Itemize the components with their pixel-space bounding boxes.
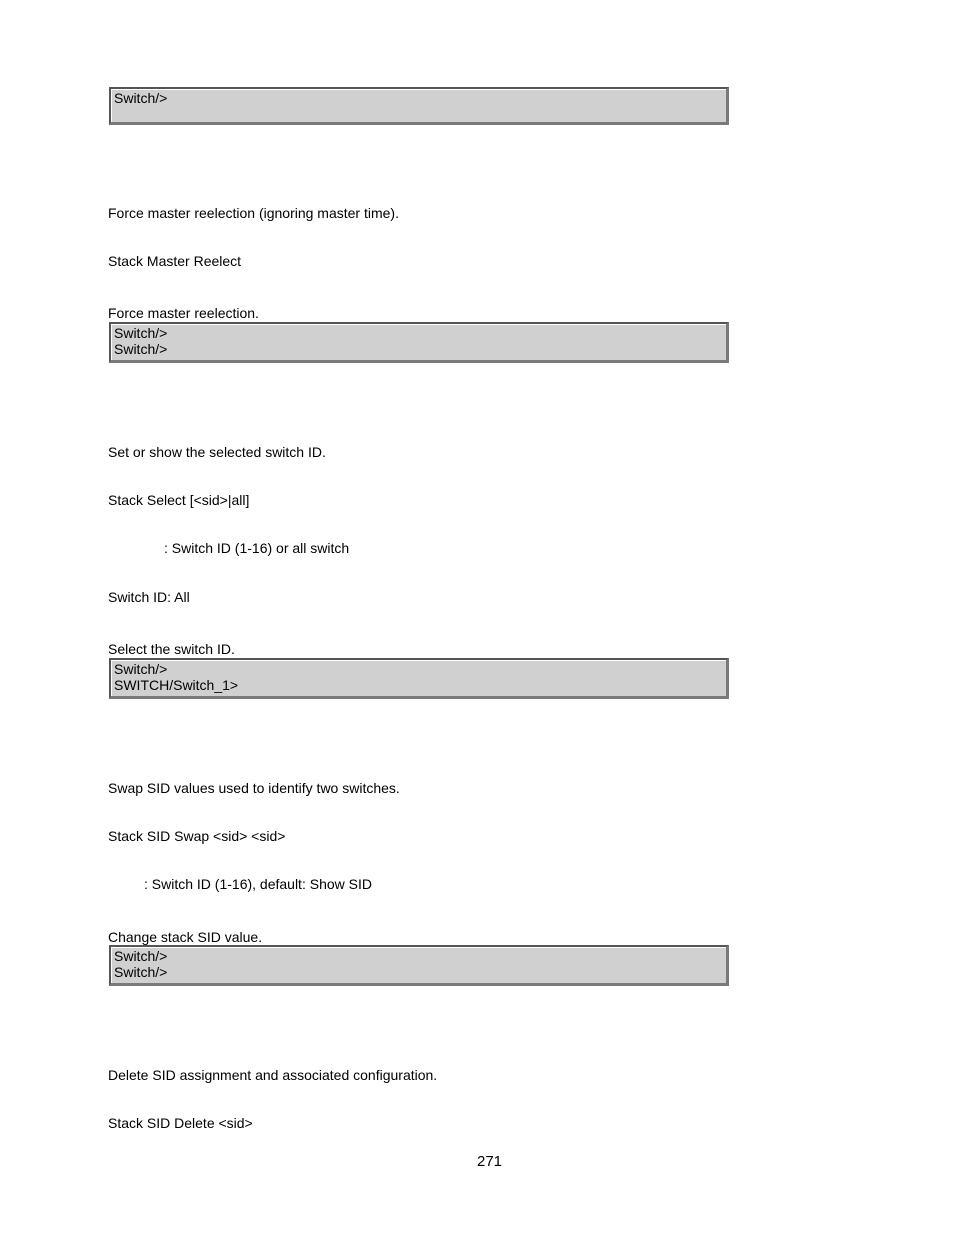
example-line: Switch/> [114,964,168,980]
example-line: SWITCH/Switch_1> [114,677,239,693]
example-box-top [109,87,729,125]
select-example-box [109,658,729,699]
swap-syntax: Stack SID Swap <sid> <sid> [108,828,286,844]
example-line: Switch/> [114,948,168,964]
delete-syntax: Stack SID Delete <sid> [108,1115,253,1131]
example-line: Switch/> [114,661,168,677]
select-description: Set or show the selected switch ID. [108,444,326,460]
reelect-description: Force master reelection (ignoring master time). [108,205,399,221]
example-line: Switch/> [114,90,168,106]
swap-example-box [109,945,729,986]
reelect-example-intro: Force master reelection. [108,305,259,321]
delete-description: Delete SID assignment and associated configuration. [108,1067,438,1083]
swap-parameter: : Switch ID (1-16), default: Show SID [144,876,372,892]
swap-example-intro: Change stack SID value. [108,929,263,945]
swap-description: Swap SID values used to identify two switches. [108,780,400,796]
select-example-intro: Select the switch ID. [108,641,235,657]
select-syntax: Stack Select [<sid>|all] [108,492,250,508]
reelect-example-box [109,322,729,363]
reelect-syntax: Stack Master Reelect [108,253,242,269]
select-default: Switch ID: All [108,589,190,605]
example-line: Switch/> [114,325,168,341]
page-number: 271 [476,1153,503,1170]
select-parameter: : Switch ID (1-16) or all switch [164,540,350,556]
example-line: Switch/> [114,341,168,357]
